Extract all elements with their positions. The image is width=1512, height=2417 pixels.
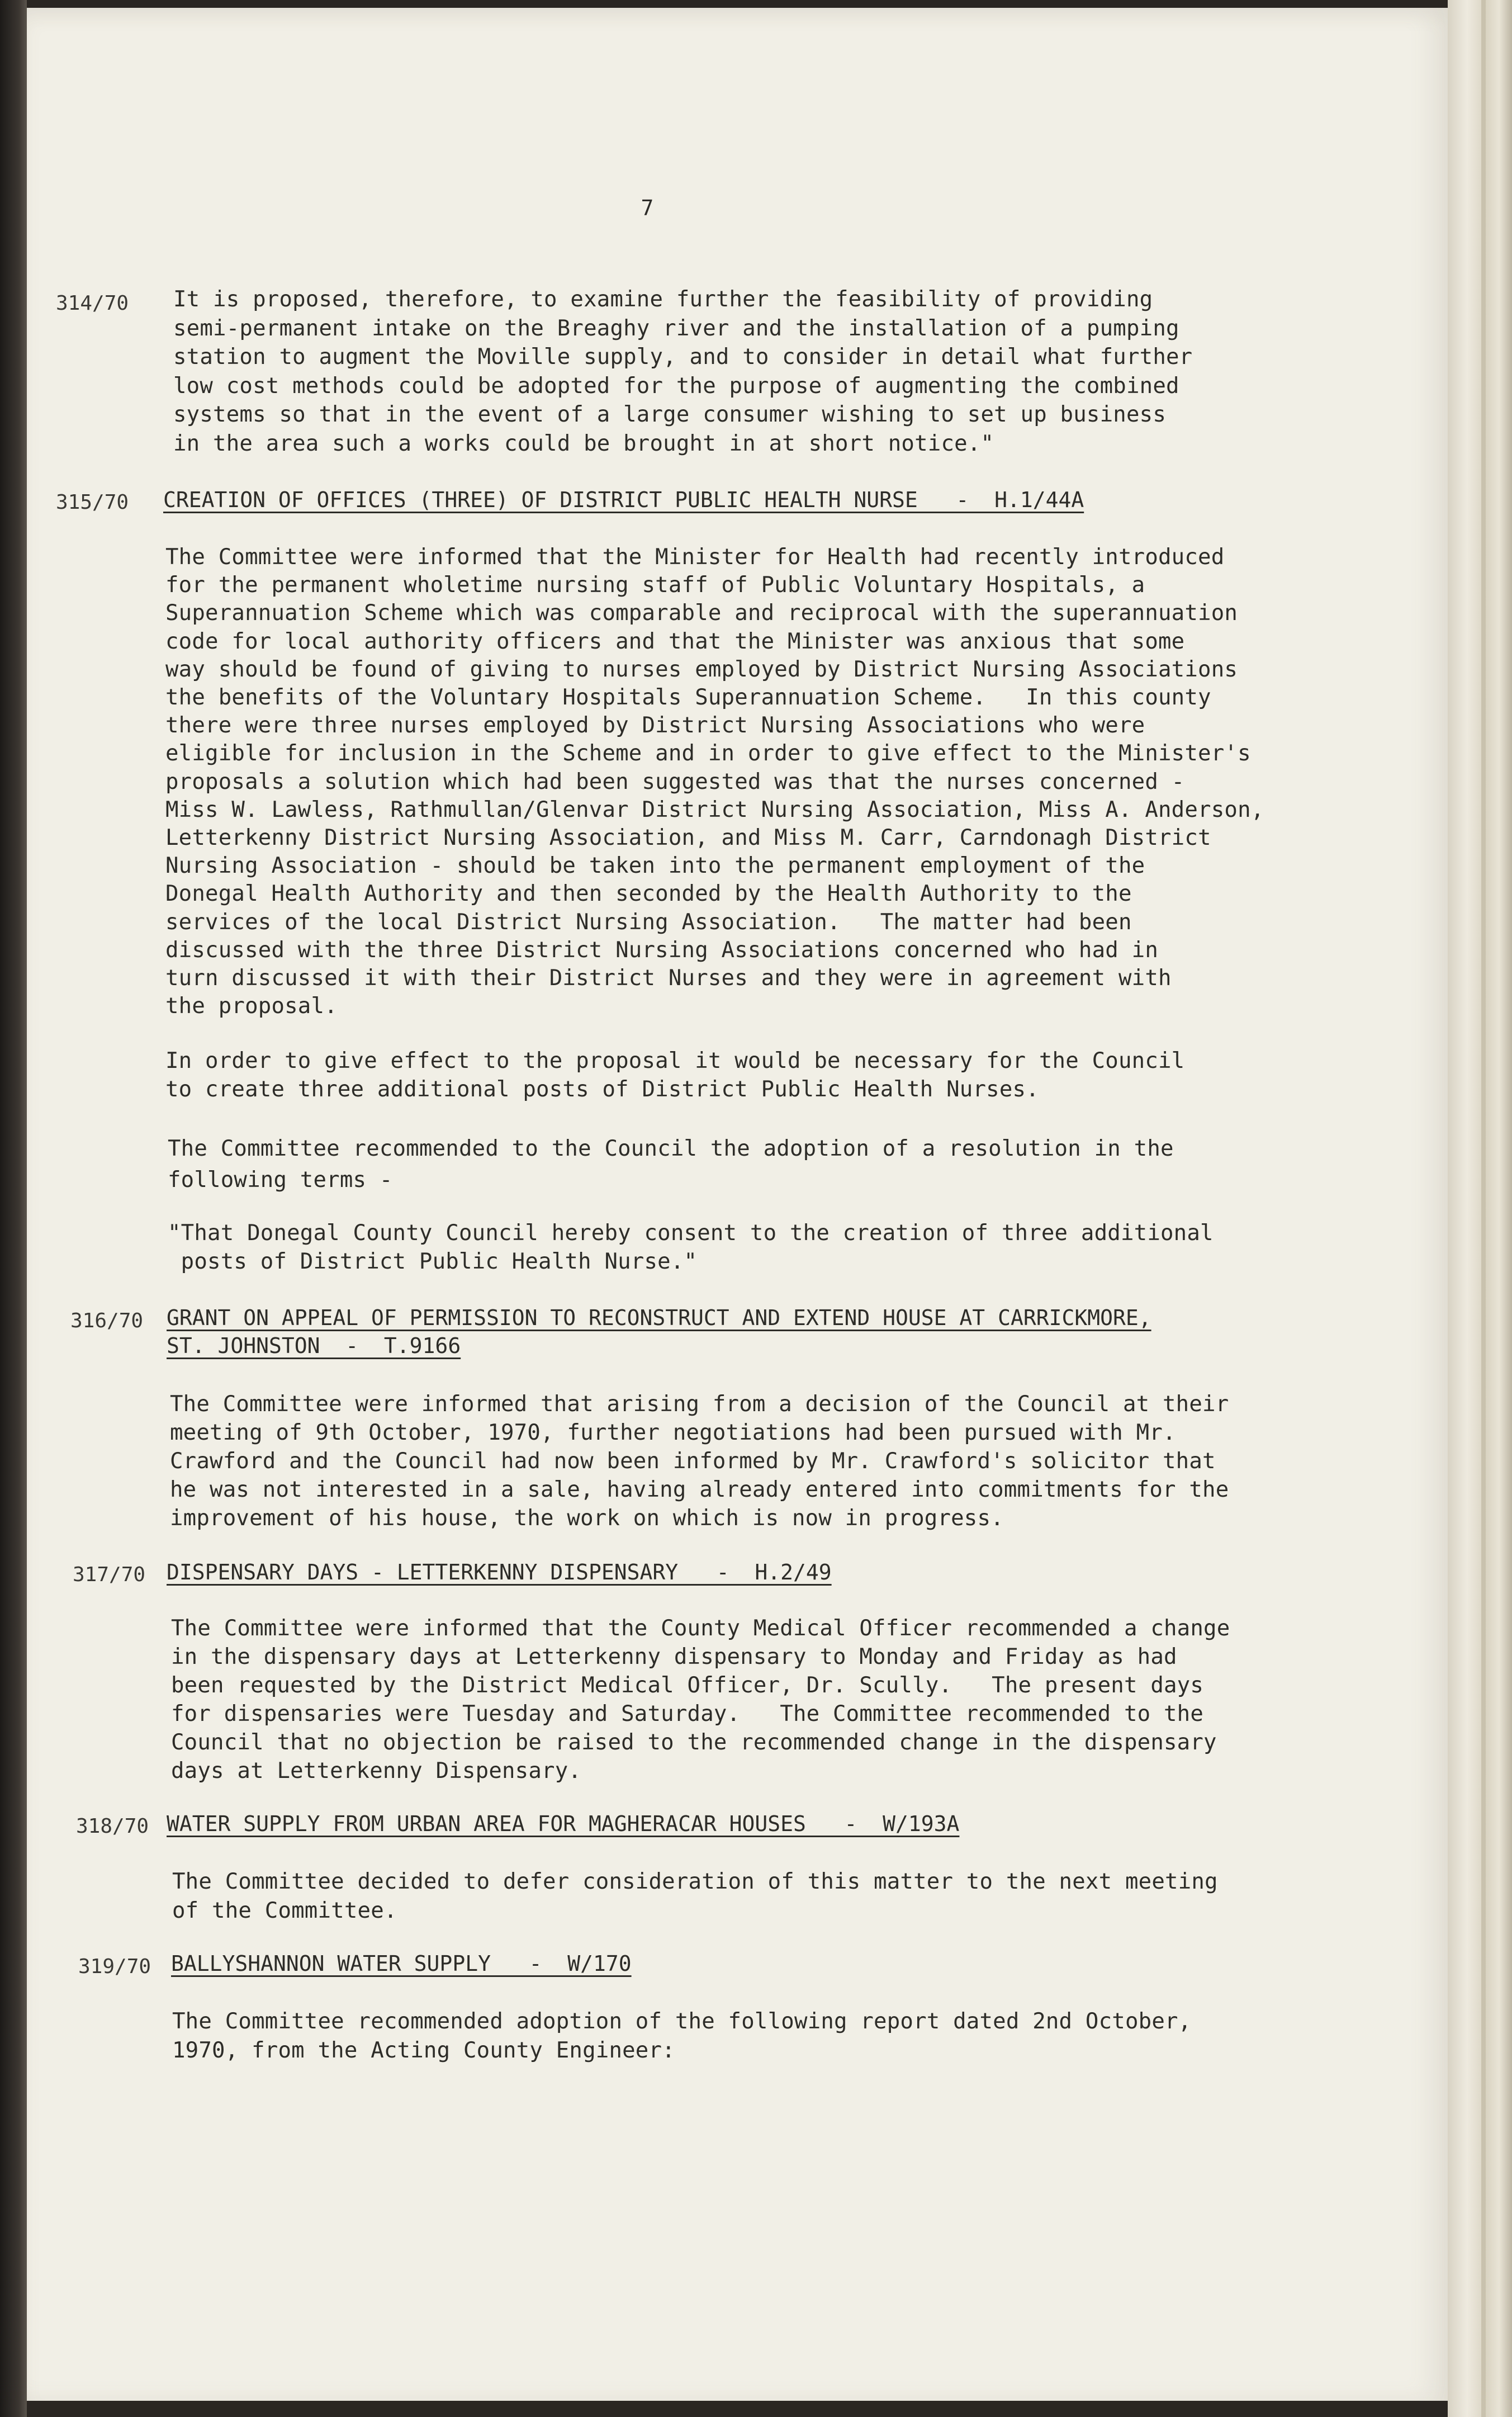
text-line: Council that no objection be raised to the recommended change in the dispensary [171, 1730, 1217, 1755]
paragraph-314-continuation [173, 285, 1192, 458]
heading-316-line2: ST. JOHNSTON - T.9166 [167, 1333, 461, 1358]
text-line: turn discussed it with their District Nurses and they were in agreement with [165, 966, 1172, 991]
text-line: in the dispensary days at Letterkenny dispensary to Monday and Friday as had [171, 1644, 1177, 1669]
text-line: he was not interested in a sale, having already entered into commitments for the [170, 1477, 1229, 1502]
heading-318: WATER SUPPLY FROM URBAN AREA FOR MAGHERACAR HOUSES - W/193A [167, 1811, 960, 1836]
text-line: systems so that in the event of a large consumer wishing to set up business [173, 402, 1166, 427]
page-stack-strip [1481, 0, 1486, 2417]
text-line: The Committee were informed that arising from a decision of the Council at their [170, 1392, 1229, 1417]
text-line: The Committee were informed that the Minister for Health had recently introduced [165, 545, 1225, 570]
text-line: The Committee recommended to the Council the adoption of a resolution in the [168, 1136, 1174, 1161]
paragraph-317 [171, 1614, 1230, 1785]
paragraph-318 [172, 1867, 1218, 1926]
text-line: Donegal Health Authority and then seconded by the Health Authority to the [165, 881, 1132, 907]
text-line: the benefits of the Voluntary Hospitals Superannuation Scheme. In this county [165, 685, 1211, 711]
text-line: Miss W. Lawless, Rathmullan/Glenvar District Nursing Association, Miss A. Anderson, [165, 797, 1264, 822]
item-number-314: 314/70 [56, 292, 129, 315]
text-line: following terms - [168, 1167, 393, 1193]
text-line: Crawford and the Council had now been informed by Mr. Crawford's solicitor that [170, 1449, 1216, 1474]
paragraph-319 [172, 2007, 1191, 2065]
text-line: services of the local District Nursing Association. The matter had been [165, 909, 1132, 935]
item-number-316: 316/70 [70, 1309, 144, 1332]
paragraph-315-recommendation [168, 1133, 1174, 1196]
text-line: The Committee were informed that the County Medical Officer recommended a change [171, 1616, 1230, 1641]
text-line: in the area such a works could be brought in at short notice." [173, 431, 994, 456]
heading-316-line1: GRANT ON APPEAL OF PERMISSION TO RECONSTRUCT AND EXTEND HOUSE AT CARRICKMORE, [167, 1306, 1151, 1330]
text-line: 1970, from the Acting County Engineer: [172, 2038, 675, 2063]
text-line: the proposal. [165, 994, 338, 1019]
item-number-319: 319/70 [78, 1955, 151, 1978]
text-line: Nursing Association - should be taken into the permanent employment of the [165, 853, 1145, 879]
text-line: discussed with the three District Nursing Associations concerned who had in [165, 937, 1158, 963]
book-binding-left [0, 0, 27, 2417]
text-line: for the permanent wholetime nursing staff of Public Voluntary Hospitals, a [165, 573, 1145, 598]
paragraph-316 [170, 1390, 1229, 1532]
text-line: Superannuation Scheme which was comparable and reciprocal with the superannuation [165, 600, 1238, 626]
text-line: station to augment the Moville supply, and to consider in detail what further [173, 344, 1193, 370]
page-stack-edge [1448, 0, 1512, 2417]
text-line: The Committee recommended adoption of the following report dated 2nd October, [172, 2009, 1192, 2034]
page-number: 7 [641, 196, 654, 220]
text-line: Letterkenny District Nursing Association, and Miss M. Carr, Carndonagh District [165, 825, 1211, 851]
text-line: In order to give effect to the proposal it would be necessary for the Council [165, 1048, 1185, 1073]
item-number-318: 318/70 [76, 1815, 149, 1838]
text-line: low cost methods could be adopted for the purpose of augmenting the combined [173, 373, 1179, 399]
text-line: of the Committee. [172, 1898, 397, 1923]
text-line: posts of District Public Health Nurse." [168, 1249, 698, 1274]
text-line: code for local authority officers and that the Minister was anxious that some [165, 628, 1185, 654]
text-line: It is proposed, therefore, to examine further the feasibility of providing [173, 287, 1153, 312]
text-line: The Committee decided to defer consideration of this matter to the next meeting [172, 1869, 1218, 1894]
heading-319: BALLYSHANNON WATER SUPPLY - W/170 [171, 1951, 632, 1976]
heading-315: CREATION OF OFFICES (THREE) OF DISTRICT PUBLIC HEALTH NURSE - H.1/44A [163, 488, 1084, 512]
heading-317: DISPENSARY DAYS - LETTERKENNY DISPENSARY - H.2/49 [167, 1560, 832, 1584]
text-line: meeting of 9th October, 1970, further negotiations had been pursued with Mr. [170, 1420, 1176, 1445]
text-line: to create three additional posts of District Public Health Nurses. [165, 1077, 1039, 1102]
text-line: way should be found of giving to nurses employed by District Nursing Associations [165, 656, 1238, 682]
text-line: semi-permanent intake on the Breaghy river and the installation of a pumping [173, 315, 1179, 341]
paragraph-315-resolution [168, 1219, 1214, 1276]
text-line: proposals a solution which had been suggested was that the nurses concerned - [165, 769, 1185, 794]
paragraph-315-main [165, 543, 1264, 1020]
text-line: days at Letterkenny Dispensary. [171, 1758, 582, 1784]
text-line: been requested by the District Medical Officer, Dr. Scully. The present days [171, 1673, 1204, 1698]
item-number-317: 317/70 [73, 1563, 146, 1586]
text-line: improvement of his house, the work on which is now in progress. [170, 1506, 1004, 1531]
paragraph-315-effect [165, 1047, 1184, 1104]
text-line: there were three nurses employed by District Nursing Associations who were [165, 713, 1145, 739]
text-line: "That Donegal County Council hereby consent to the creation of three additional [168, 1221, 1214, 1246]
item-number-315: 315/70 [56, 491, 129, 514]
text-line: eligible for inclusion in the Scheme and in order to give effect to the Minister's [165, 741, 1251, 767]
text-line: for dispensaries were Tuesday and Saturday. The Committee recommended to the [171, 1701, 1204, 1727]
